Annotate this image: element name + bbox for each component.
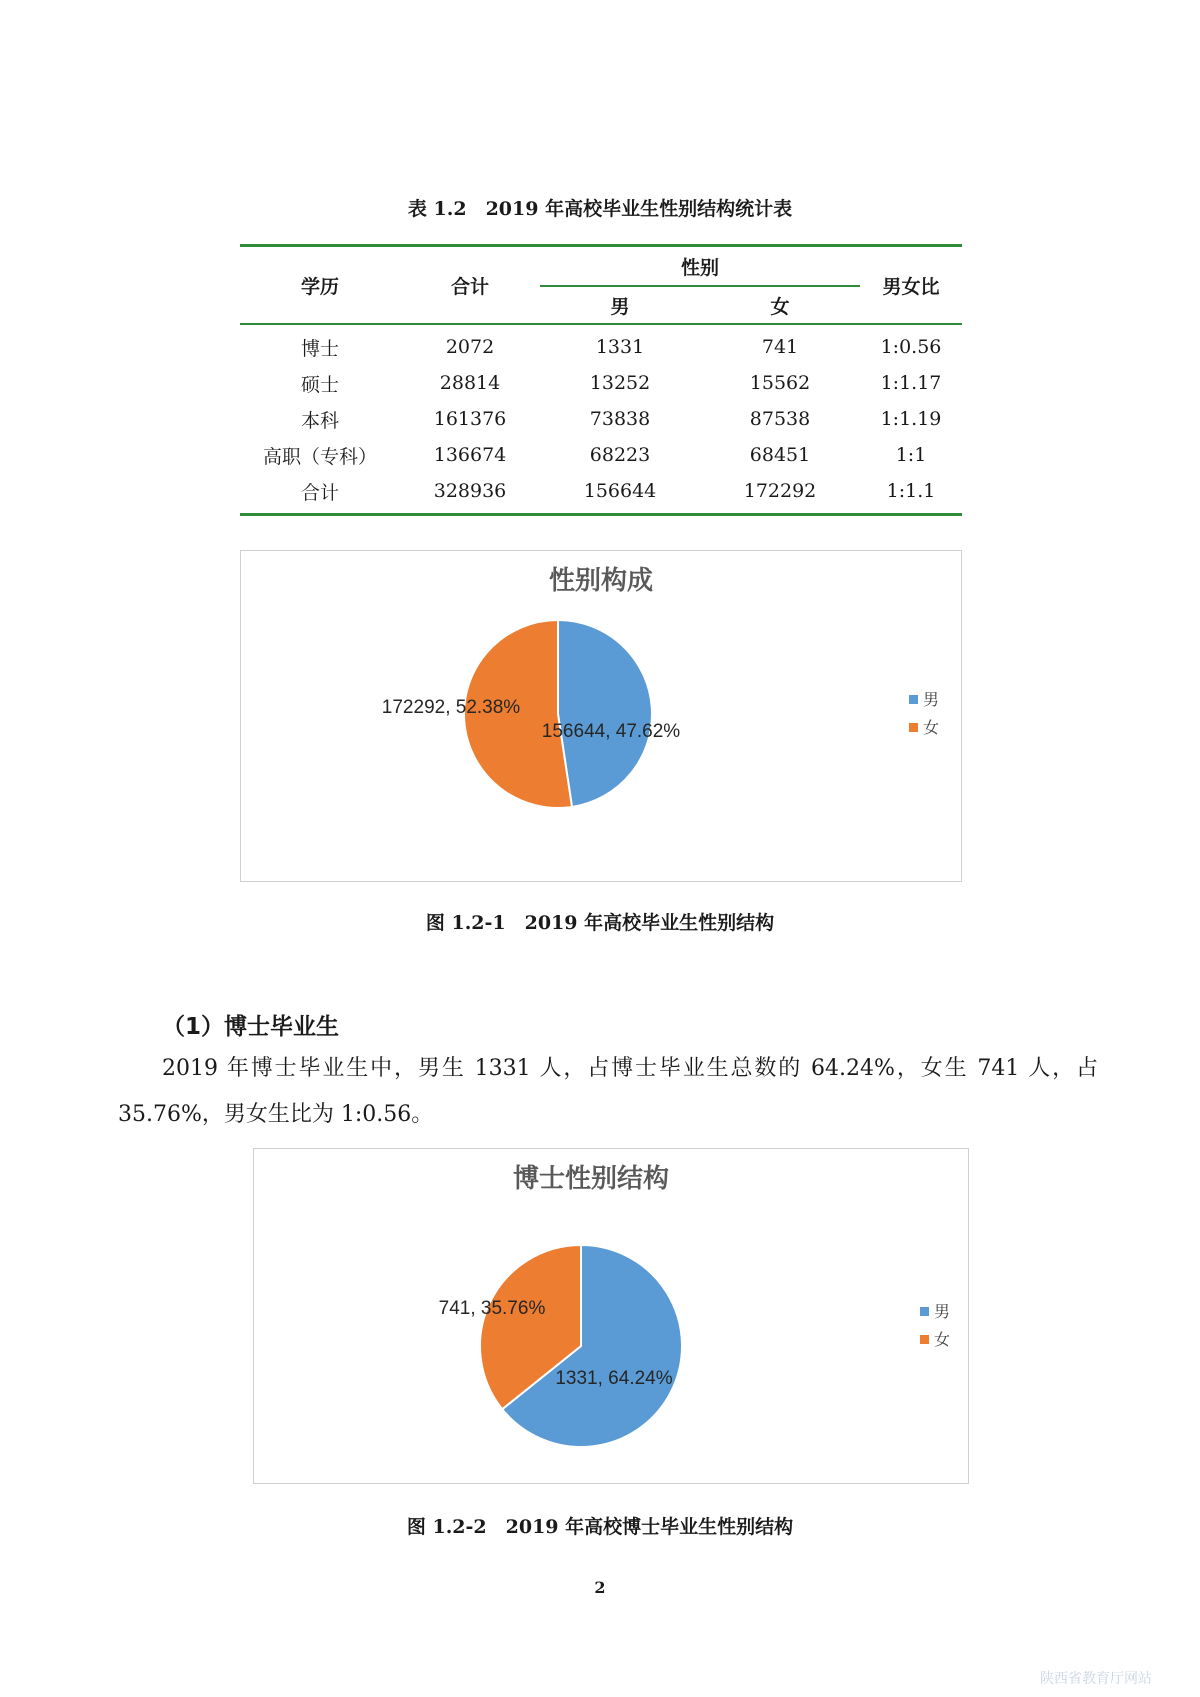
- cell-ratio: 1:1: [895, 444, 927, 466]
- cell-male: 156644: [540, 473, 700, 515]
- table-row: [240, 324, 962, 365]
- doctoral-gender-pie: [254, 1149, 968, 1483]
- cell-education: 硕士: [300, 373, 339, 396]
- page-number: 2: [594, 1578, 606, 1597]
- cell-male: 1331: [595, 336, 645, 358]
- header-ratio: 男女比: [882, 275, 940, 298]
- header-gender: 性别: [540, 246, 860, 287]
- data-label-male: 156644, 47.62%: [541, 721, 681, 742]
- cell-education: 高职（专科）: [262, 445, 377, 468]
- table-row: [240, 437, 962, 473]
- header-female: 女: [770, 295, 790, 318]
- figure-caption-2: 图 1.2-2 2019 年高校博士毕业生性别结构: [406, 1516, 794, 1538]
- cell-female: 741: [761, 336, 799, 358]
- cell-education: 博士: [300, 337, 339, 360]
- cell-total: 2072: [445, 336, 495, 358]
- cell-male: 68223: [589, 444, 651, 466]
- legend-swatch-male: [920, 1307, 929, 1316]
- cell-total: 28814: [439, 372, 501, 394]
- cell-ratio: 1:1.17: [880, 372, 942, 394]
- gender-statistics-table: [240, 244, 962, 516]
- figure-caption-1: 图 1.2-1 2019 年高校毕业生性别结构: [425, 912, 775, 934]
- cell-female: 68451: [749, 444, 811, 466]
- gender-composition-pie: [241, 551, 961, 881]
- header-total: 合计: [450, 275, 489, 298]
- data-label-female: 741, 35.76%: [438, 1298, 546, 1319]
- cell-male: 73838: [589, 408, 651, 430]
- cell-female: 172292: [700, 473, 860, 515]
- legend-male: 男: [934, 1302, 951, 1321]
- header-education: 学历: [300, 275, 339, 298]
- cell-education: 本科: [300, 409, 339, 432]
- cell-female: 15562: [749, 372, 811, 394]
- legend-female: 女: [934, 1330, 951, 1349]
- cell-total: 328936: [400, 473, 540, 515]
- cell-male: 13252: [589, 372, 651, 394]
- table-row: [240, 365, 962, 401]
- cell-total: 136674: [433, 444, 507, 466]
- doctoral-gender-chart: [253, 1148, 969, 1484]
- legend-male: 男: [923, 690, 940, 709]
- data-label-female: 172292, 52.38%: [381, 697, 521, 718]
- legend-swatch-male: [909, 695, 918, 704]
- chart-title: 博士性别结构: [512, 1164, 670, 1194]
- data-label-male: 1331, 64.24%: [555, 1368, 673, 1389]
- cell-ratio: 1:1.19: [880, 408, 942, 430]
- legend-swatch-female: [909, 723, 918, 732]
- cell-education: 合计: [240, 473, 400, 515]
- cell-female: 87538: [749, 408, 811, 430]
- gender-composition-chart: [240, 550, 962, 882]
- pie-slice-male: [558, 620, 652, 807]
- legend-swatch-female: [920, 1335, 929, 1344]
- watermark: 陕西省教育厅网站: [1040, 1671, 1152, 1687]
- table-row: [240, 473, 962, 515]
- cell-total: 161376: [433, 408, 507, 430]
- table-caption: 表 1.2 2019 年高校毕业生性别结构统计表: [407, 198, 793, 220]
- legend-female: 女: [923, 718, 940, 737]
- section-heading: （1）博士毕业生: [162, 1014, 340, 1040]
- body-paragraph: 2019 年博士毕业生中，男生 1331 人，占博士毕业生总数的 64.24%，女生 741 人，占 35.76%，男女生比为 1:0.56。: [118, 1056, 1098, 1127]
- chart-title: 性别构成: [548, 566, 654, 596]
- header-male: 男: [610, 295, 630, 318]
- cell-ratio: 1:0.56: [880, 336, 942, 358]
- cell-ratio: 1:1.1: [860, 473, 962, 515]
- table-row: [240, 401, 962, 437]
